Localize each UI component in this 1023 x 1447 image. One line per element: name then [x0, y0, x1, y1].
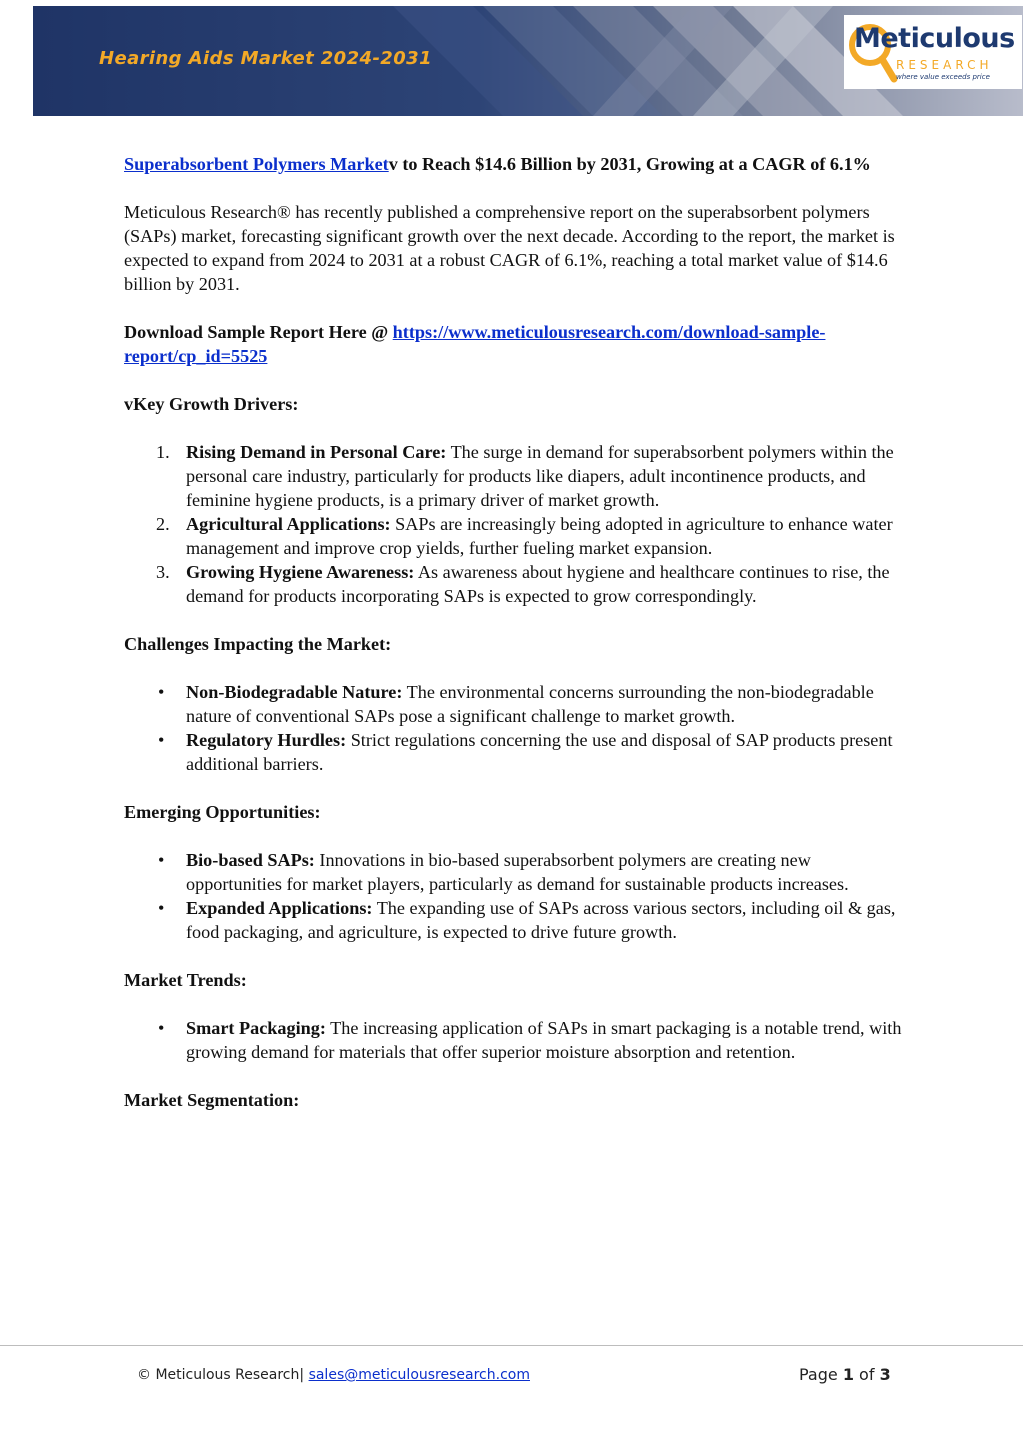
header-banner — [33, 6, 1023, 116]
item-text: SAPs are increasingly being adopted in agriculture to enhance water management and improve crop yields, further fueling market expansion. — [186, 514, 893, 558]
download-label: Download Sample Report Here @ — [124, 322, 393, 342]
footer-copyright — [137, 1367, 530, 1383]
list-item — [124, 560, 904, 608]
copyright-text: © Meticulous Research| — [137, 1367, 309, 1383]
list-number: 3. — [156, 562, 170, 582]
item-label: Growing Hygiene Awareness: — [186, 562, 415, 582]
drivers-heading: vKey Growth Drivers: — [124, 394, 299, 414]
article-heading — [124, 152, 904, 176]
trends-list — [124, 1016, 904, 1064]
item-label: Bio-based SAPs: — [186, 850, 315, 870]
report-title: Hearing Aids Market 2024-2031 — [99, 48, 433, 69]
challenges-list — [124, 680, 904, 776]
bullet-icon: • — [158, 682, 165, 702]
list-item — [124, 848, 904, 896]
list-number: 2. — [156, 514, 170, 534]
list-item — [124, 1016, 904, 1064]
opportunities-list — [124, 848, 904, 944]
item-text: The surge in demand for superabsorbent polymers within the personal care industry, particularly for products like diapers, adult incontinence products, and feminine hygiene products, is a primary driver of market growth. — [186, 442, 894, 510]
logo-tagline: where value exceeds price — [896, 73, 990, 81]
item-label: Smart Packaging: — [186, 1018, 326, 1038]
document-body — [124, 152, 904, 1112]
page-mid: of — [853, 1365, 880, 1384]
item-text: The increasing application of SAPs in smart packaging is a notable trend, with growing demand for materials that offer superior moisture absorption and retention. — [186, 1018, 902, 1062]
heading-link[interactable]: Superabsorbent Polymers Market — [124, 154, 389, 174]
item-text: Innovations in bio-based superabsorbent polymers are creating new opportunities for market players, particularly as demand for sustainable products increases. — [186, 850, 849, 894]
trends-heading: Market Trends: — [124, 970, 247, 990]
list-item — [124, 440, 904, 512]
opportunities-heading: Emerging Opportunities: — [124, 802, 321, 822]
download-link[interactable]: https://www.meticulousresearch.com/download-sample-report/cp_id=5525 — [124, 322, 826, 366]
item-label: Expanded Applications: — [186, 898, 373, 918]
footer-divider — [0, 1345, 1023, 1346]
heading-text: v to Reach $14.6 Billion by 2031, Growing at a CAGR of 6.1% — [388, 154, 871, 174]
item-text: The expanding use of SAPs across various sectors, including oil & gas, food packaging, and agriculture, is expected to drive future growth. — [186, 898, 896, 942]
item-label: Rising Demand in Personal Care: — [186, 442, 447, 462]
item-text: The environmental concerns surrounding the non-biodegradable nature of conventional SAPs pose a significant challenge to market growth. — [186, 682, 874, 726]
footer-email-link[interactable]: sales@meticulousresearch.com — [308, 1367, 530, 1383]
segmentation-heading: Market Segmentation: — [124, 1090, 300, 1110]
logo-name: Meticulous — [854, 23, 1015, 54]
drivers-list — [124, 440, 904, 608]
page-current: 1 — [842, 1365, 854, 1384]
company-logo — [844, 15, 1022, 89]
list-item — [124, 728, 904, 776]
list-item — [124, 896, 904, 944]
list-number: 1. — [156, 442, 170, 462]
bullet-icon: • — [158, 730, 165, 750]
bullet-icon: • — [158, 1018, 165, 1038]
logo-sub: RESEARCH — [896, 58, 993, 72]
bullet-icon: • — [158, 898, 165, 918]
item-label: Regulatory Hurdles: — [186, 730, 347, 750]
challenges-heading: Challenges Impacting the Market: — [124, 634, 392, 654]
item-label: Non-Biodegradable Nature: — [186, 682, 403, 702]
item-label: Agricultural Applications: — [186, 514, 391, 534]
bullet-icon: • — [158, 850, 165, 870]
list-item — [124, 512, 904, 560]
intro-paragraph: Meticulous Research® has recently published a comprehensive report on the superabsorbent polymers (SAPs) market, forecasting significant growth over the next decade. According to the report, the market is expected to expand from 2024 to 2031 at a robust CAGR of 6.1%, reaching a total market value of $14.6 billion by 2031. — [124, 202, 895, 294]
page-total: 3 — [879, 1365, 891, 1384]
list-item — [124, 680, 904, 728]
page-prefix: Page — [799, 1365, 843, 1384]
item-text: Strict regulations concerning the use and disposal of SAP products present additional barriers. — [186, 730, 893, 774]
page-indicator — [799, 1365, 891, 1384]
download-line — [124, 320, 904, 368]
item-text: As awareness about hygiene and healthcare continues to rise, the demand for products incorporating SAPs is expected to grow correspondingly. — [186, 562, 890, 606]
